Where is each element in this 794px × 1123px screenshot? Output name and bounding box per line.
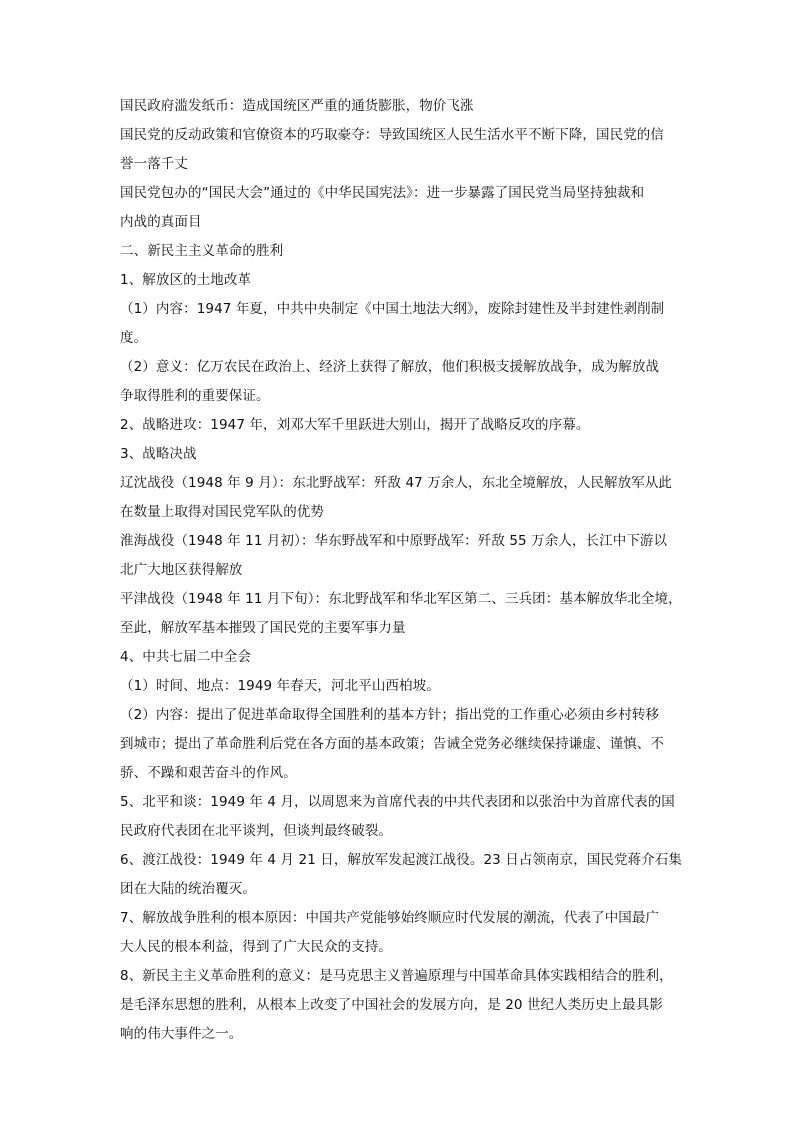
- subsection-heading: 4、中共七届二中全会: [120, 649, 252, 665]
- text-line: 2、战略进攻：1947 年，刘邓大军千里跃进大别山，揭开了战略反攻的序幕。: [120, 417, 590, 433]
- text-line: （1）时间、地点：1949 年春天，河北平山西柏坡。: [120, 678, 440, 694]
- text-line: 骄、不躁和艰苦奋斗的作风。: [120, 765, 297, 781]
- text-line: 国民党包办的“国民大会”通过的《中华民国宪法》：进一步暴露了国民党当局坚持独裁和: [120, 185, 645, 201]
- text-line: 大人民的根本利益，得到了广大民众的支持。: [120, 939, 392, 955]
- subsection-heading: 3、战略决战: [120, 446, 197, 462]
- text-line: 国民党的反动政策和官僚资本的巧取豪夺：导致国统区人民生活水平不断下降，国民党的信: [120, 127, 664, 143]
- text-line: 誉一落千丈: [120, 156, 188, 172]
- text-line: 平津战役（1948 年 11 月下旬）：东北野战军和华北军区第二、三兵团：基本解放华北全境，: [120, 591, 682, 607]
- text-line: 淮海战役（1948 年 11 月初）：华东野战军和中原野战军：歼敌 55 万余人，长江中下游以: [120, 533, 668, 549]
- text-line: 是毛泽东思想的胜利，从根本上改变了中国社会的发展方向，是 20 世纪人类历史上最具影: [120, 997, 663, 1013]
- text-line: 至此，解放军基本摧毁了国民党的主要军事力量: [120, 620, 406, 636]
- text-line: 6、渡江战役：1949 年 4 月 21 日，解放军发起渡江战役。23 日占领南京，国民党蒋介石集: [120, 852, 683, 868]
- section-heading: 二、新民主主义革命的胜利: [120, 243, 284, 259]
- text-line: 团在大陆的统治覆灭。: [120, 881, 256, 897]
- text-line: 度。: [120, 330, 148, 346]
- text-line: 争取得胜利的重要保证。: [120, 388, 270, 404]
- text-line: 5、北平和谈：1949 年 4 月，以周恩来为首席代表的中共代表团和以张治中为首席代表的国: [120, 794, 675, 810]
- document-page: [120, 92, 683, 1049]
- subsection-heading: 1、解放区的土地改革: [120, 272, 252, 288]
- text-line: 国民政府滥发纸币：造成国统区严重的通货膨胀，物价飞涨: [120, 98, 474, 114]
- text-line: 民政府代表团在北平谈判，但谈判最终破裂。: [120, 823, 392, 839]
- text-line: 7、解放战争胜利的根本原因：中国共产党能够始终顺应时代发展的潮流，代表了中国最广: [120, 910, 660, 926]
- text-line: （2）意义：亿万农民在政治上、经济上获得了解放，他们积极支援解放战争，成为解放战: [120, 359, 660, 375]
- text-line: （2）内容：提出了促进革命取得全国胜利的基本方针；指出党的工作重心必须由乡村转移: [120, 707, 660, 723]
- text-line: 辽沈战役（1948 年 9 月）：东北野战军：歼敌 47 万余人，东北全境解放，人民解放军从此: [120, 475, 673, 491]
- text-line: 在数量上取得对国民党军队的优势: [120, 504, 324, 520]
- text-line: 响的伟大事件之一。: [120, 1026, 243, 1042]
- text-line: 8、新民主主义革命胜利的意义：是马克思主义普遍原理与中国革命具体实践相结合的胜利，: [120, 968, 673, 984]
- text-line: 到城市；提出了革命胜利后党在各方面的基本政策；告诫全党务必继续保持谦虚、谨慎、不: [120, 736, 664, 752]
- text-line: （1）内容：1947 年夏，中共中央制定《中国土地法大纲》，废除封建性及半封建性剥削制: [120, 301, 665, 317]
- text-line: 北广大地区获得解放: [120, 562, 243, 578]
- text-line: 内战的真面目: [120, 214, 202, 230]
